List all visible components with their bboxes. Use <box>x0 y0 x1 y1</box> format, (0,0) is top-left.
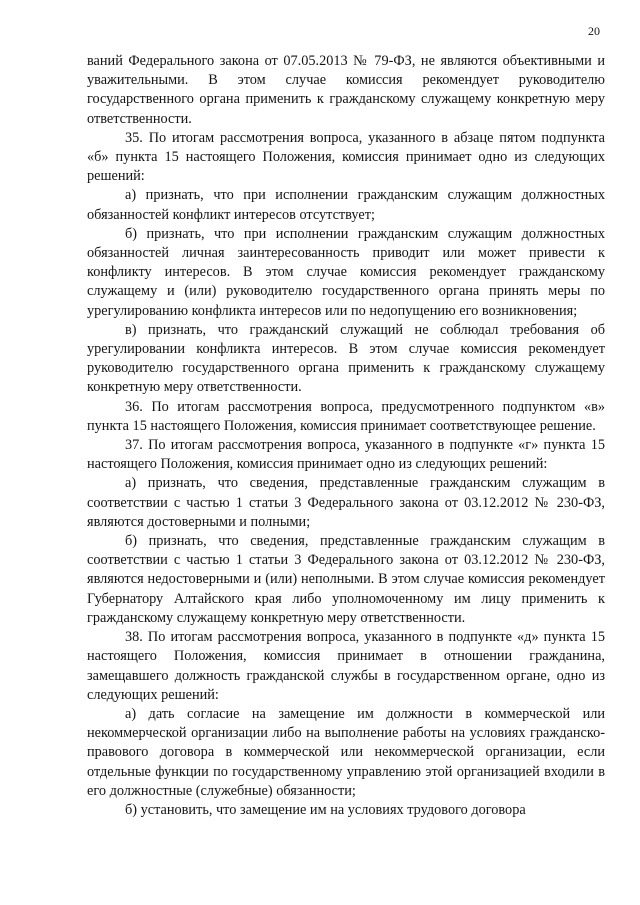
paragraph-37-a: а) признать, что сведения, представленные гражданским служащим в соответствии с частью 1 статьи 3 Федерального закона от 03.12.2012 № 230-ФЗ, являются достоверными и полными; <box>87 475 605 530</box>
page-number: 20 <box>588 24 600 38</box>
paragraph-35-v: в) признать, что гражданский служащий не соблюдал требования об урегулировании конфликта интересов. В этом случае комиссия рекомендует руководителю государственного органа применить к гражданскому служащему конкретную меру ответственности. <box>87 321 605 396</box>
paragraph-35: 35. По итогам рассмотрения вопроса, указанного в абзаце пятом подпункта «б» пункта 15 настоящего Положения, комиссия принимает одно из следующих решений: <box>87 129 605 185</box>
paragraph-38-a: а) дать согласие на замещение им должности в коммерческой или некоммерческой организации либо на выполнение работы на условиях гражданско-правового договора в коммерческой или некоммерческой организации, если отдельные функции по государственному управлению этой организацией входили в его должностные (служебные) обязанности; <box>87 705 605 799</box>
paragraph-36: 36. По итогам рассмотрения вопроса, предусмотренного подпунктом «в» пункта 15 настоящего Положения, комиссия принимает соответствующее решение. <box>87 398 605 434</box>
paragraph-38-b: б) установить, что замещение им на условиях трудового договора <box>125 801 526 818</box>
paragraph-continuation: ваний Федерального закона от 07.05.2013 № 79-ФЗ, не являются объективными и уважительными. В этом случае комиссия рекомендует руководителю государственного органа применить к гражданскому служащему конкретную меру ответственности. <box>87 53 605 127</box>
paragraph-37: 37. По итогам рассмотрения вопроса, указанного в подпункте «г» пункта 15 настоящего Положения, комиссия принимает одно из следующих решений: <box>87 437 605 473</box>
paragraph-35-a: а) признать, что при исполнении гражданским служащим должностных обязанностей конфликт интересов отсутствует; <box>87 187 605 223</box>
paragraph-38: 38. По итогам рассмотрения вопроса, указанного в подпункте «д» пункта 15 настоящего Положения, комиссия принимает в отношении гражданина, замещавшего должность гражданской службы в государственном органе, одно из следующих решений: <box>87 629 605 703</box>
paragraph-35-b: б) признать, что при исполнении гражданским служащим должностных обязанностей личная заинтересованность приводит или может привести к конфликту интересов. В этом случае комиссия рекомендует гражданскому служащему и (или) руководителю государственного органа принять меры по урегулированию конфликта интересов или по недопущению его возникновения; <box>87 225 605 319</box>
paragraph-37-b: б) признать, что сведения, представленные гражданским служащим в соответствии с частью 1 статьи 3 Федерального закона от 03.12.2012 № 230-ФЗ, являются недостоверными и (или) неполными. В этом случае комиссия рекомендует Губернатору Алтайского края либо уполномоченному им лицу применить к гражданскому служащему конкретную меру ответственности. <box>87 533 605 626</box>
document-body <box>87 52 605 820</box>
